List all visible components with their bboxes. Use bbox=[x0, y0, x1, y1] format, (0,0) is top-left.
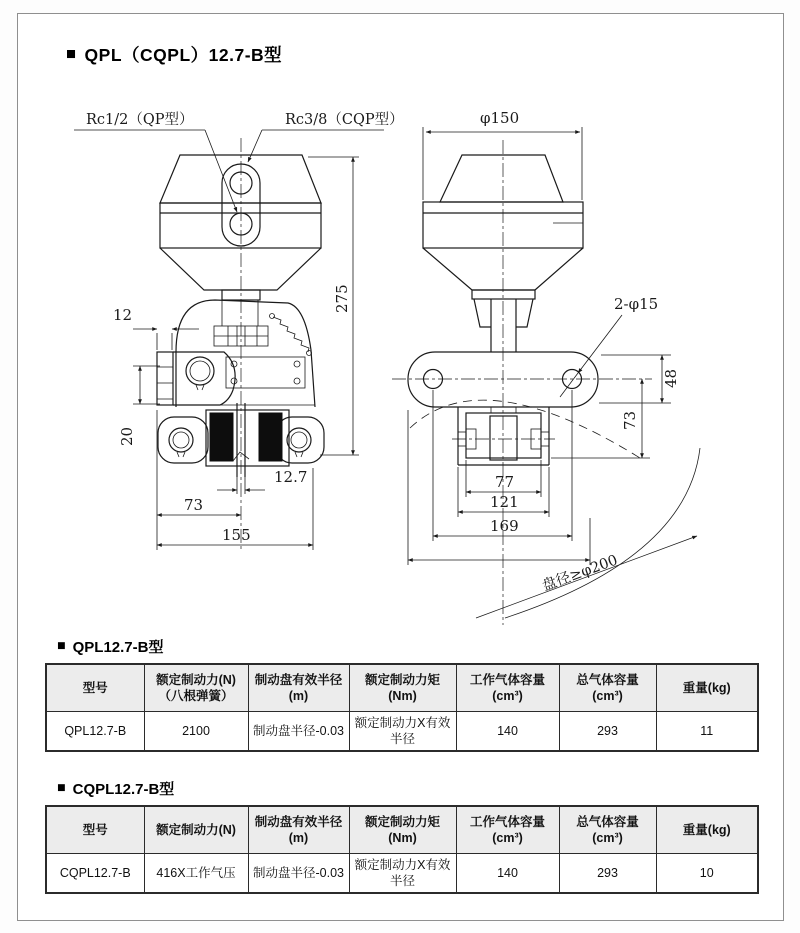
disc-diameter-note: 盘径≥φ200 bbox=[540, 552, 620, 595]
data-cell: 140 bbox=[456, 712, 559, 752]
square-bullet-icon: ■ bbox=[66, 44, 77, 64]
dim-label-73-left: 73 bbox=[184, 496, 204, 514]
table-header-row bbox=[46, 806, 758, 854]
dim-label-169: 169 bbox=[490, 517, 519, 535]
header-cell: 总气体容量 (cm³) bbox=[559, 664, 656, 712]
header-cell: 额定制动力矩 (Nm) bbox=[349, 806, 456, 854]
data-cell: 11 bbox=[656, 712, 758, 752]
table-header-row bbox=[46, 664, 758, 712]
data-cell: 额定制动力X有效半径 bbox=[349, 854, 456, 894]
dim-label-121: 121 bbox=[490, 493, 519, 511]
header-cell: 重量(kg) bbox=[656, 806, 758, 854]
header-cell: 总气体容量 (cm³) bbox=[559, 806, 656, 854]
dim-label-155: 155 bbox=[222, 526, 251, 544]
page-title-text: QPL（CQPL）12.7-B型 bbox=[84, 45, 283, 65]
dim-label-275: 275 bbox=[333, 284, 351, 313]
dim-label-12: 12 bbox=[113, 306, 133, 324]
header-cell: 额定制动力(N) （八根弹簧） bbox=[144, 664, 248, 712]
header-cell: 额定制动力矩 (Nm) bbox=[349, 664, 456, 712]
data-cell: 2100 bbox=[144, 712, 248, 752]
square-bullet-icon: ■ bbox=[57, 780, 66, 797]
cqpl-spec-table bbox=[45, 805, 759, 894]
section-title-cqpl bbox=[57, 778, 174, 799]
data-cell: 293 bbox=[559, 712, 656, 752]
data-cell: 制动盘半径-0.03 bbox=[248, 854, 349, 894]
table-data-row bbox=[46, 854, 758, 894]
dim-label-12-7: 12.7 bbox=[274, 468, 308, 486]
dim-label-20: 20 bbox=[118, 426, 136, 446]
qpl-spec-table bbox=[45, 663, 759, 752]
dim-label-73-right: 73 bbox=[621, 410, 639, 430]
port-label-qp: Rc1/2（QP型） bbox=[86, 112, 194, 128]
section-title-qpl bbox=[57, 636, 163, 657]
dim-label-2x15: 2-φ15 bbox=[614, 295, 659, 313]
data-cell: 140 bbox=[456, 854, 559, 894]
front-view-drawing bbox=[74, 110, 404, 552]
table-data-row bbox=[46, 712, 758, 752]
data-cell: 10 bbox=[656, 854, 758, 894]
header-cell: 制动盘有效半径 (m) bbox=[248, 664, 349, 712]
data-cell-model: QPL12.7-B bbox=[46, 712, 144, 752]
data-cell: 416X工作气压 bbox=[144, 854, 248, 894]
header-cell: 制动盘有效半径 (m) bbox=[248, 806, 349, 854]
data-cell: 制动盘半径-0.03 bbox=[248, 712, 349, 752]
header-cell: 额定制动力(N) bbox=[144, 806, 248, 854]
dim-label-150: φ150 bbox=[480, 109, 520, 127]
header-cell: 型号 bbox=[46, 806, 144, 854]
header-cell: 重量(kg) bbox=[656, 664, 758, 712]
header-cell: 工作气体容量 (cm³) bbox=[456, 664, 559, 712]
dim-label-48: 48 bbox=[662, 368, 680, 388]
data-cell: 额定制动力X有效半径 bbox=[349, 712, 456, 752]
data-cell-model: CQPL12.7-B bbox=[46, 854, 144, 894]
side-view-drawing bbox=[392, 109, 700, 625]
section-title-qpl-text: QPL12.7-B型 bbox=[72, 639, 164, 656]
square-bullet-icon: ■ bbox=[57, 638, 66, 655]
header-cell: 型号 bbox=[46, 664, 144, 712]
section-title-cqpl-text: CQPL12.7-B型 bbox=[72, 781, 175, 798]
data-cell: 293 bbox=[559, 854, 656, 894]
dim-label-77: 77 bbox=[495, 473, 515, 491]
port-label-cqp: Rc3/8（CQP型） bbox=[285, 112, 404, 128]
header-cell: 工作气体容量 (cm³) bbox=[456, 806, 559, 854]
